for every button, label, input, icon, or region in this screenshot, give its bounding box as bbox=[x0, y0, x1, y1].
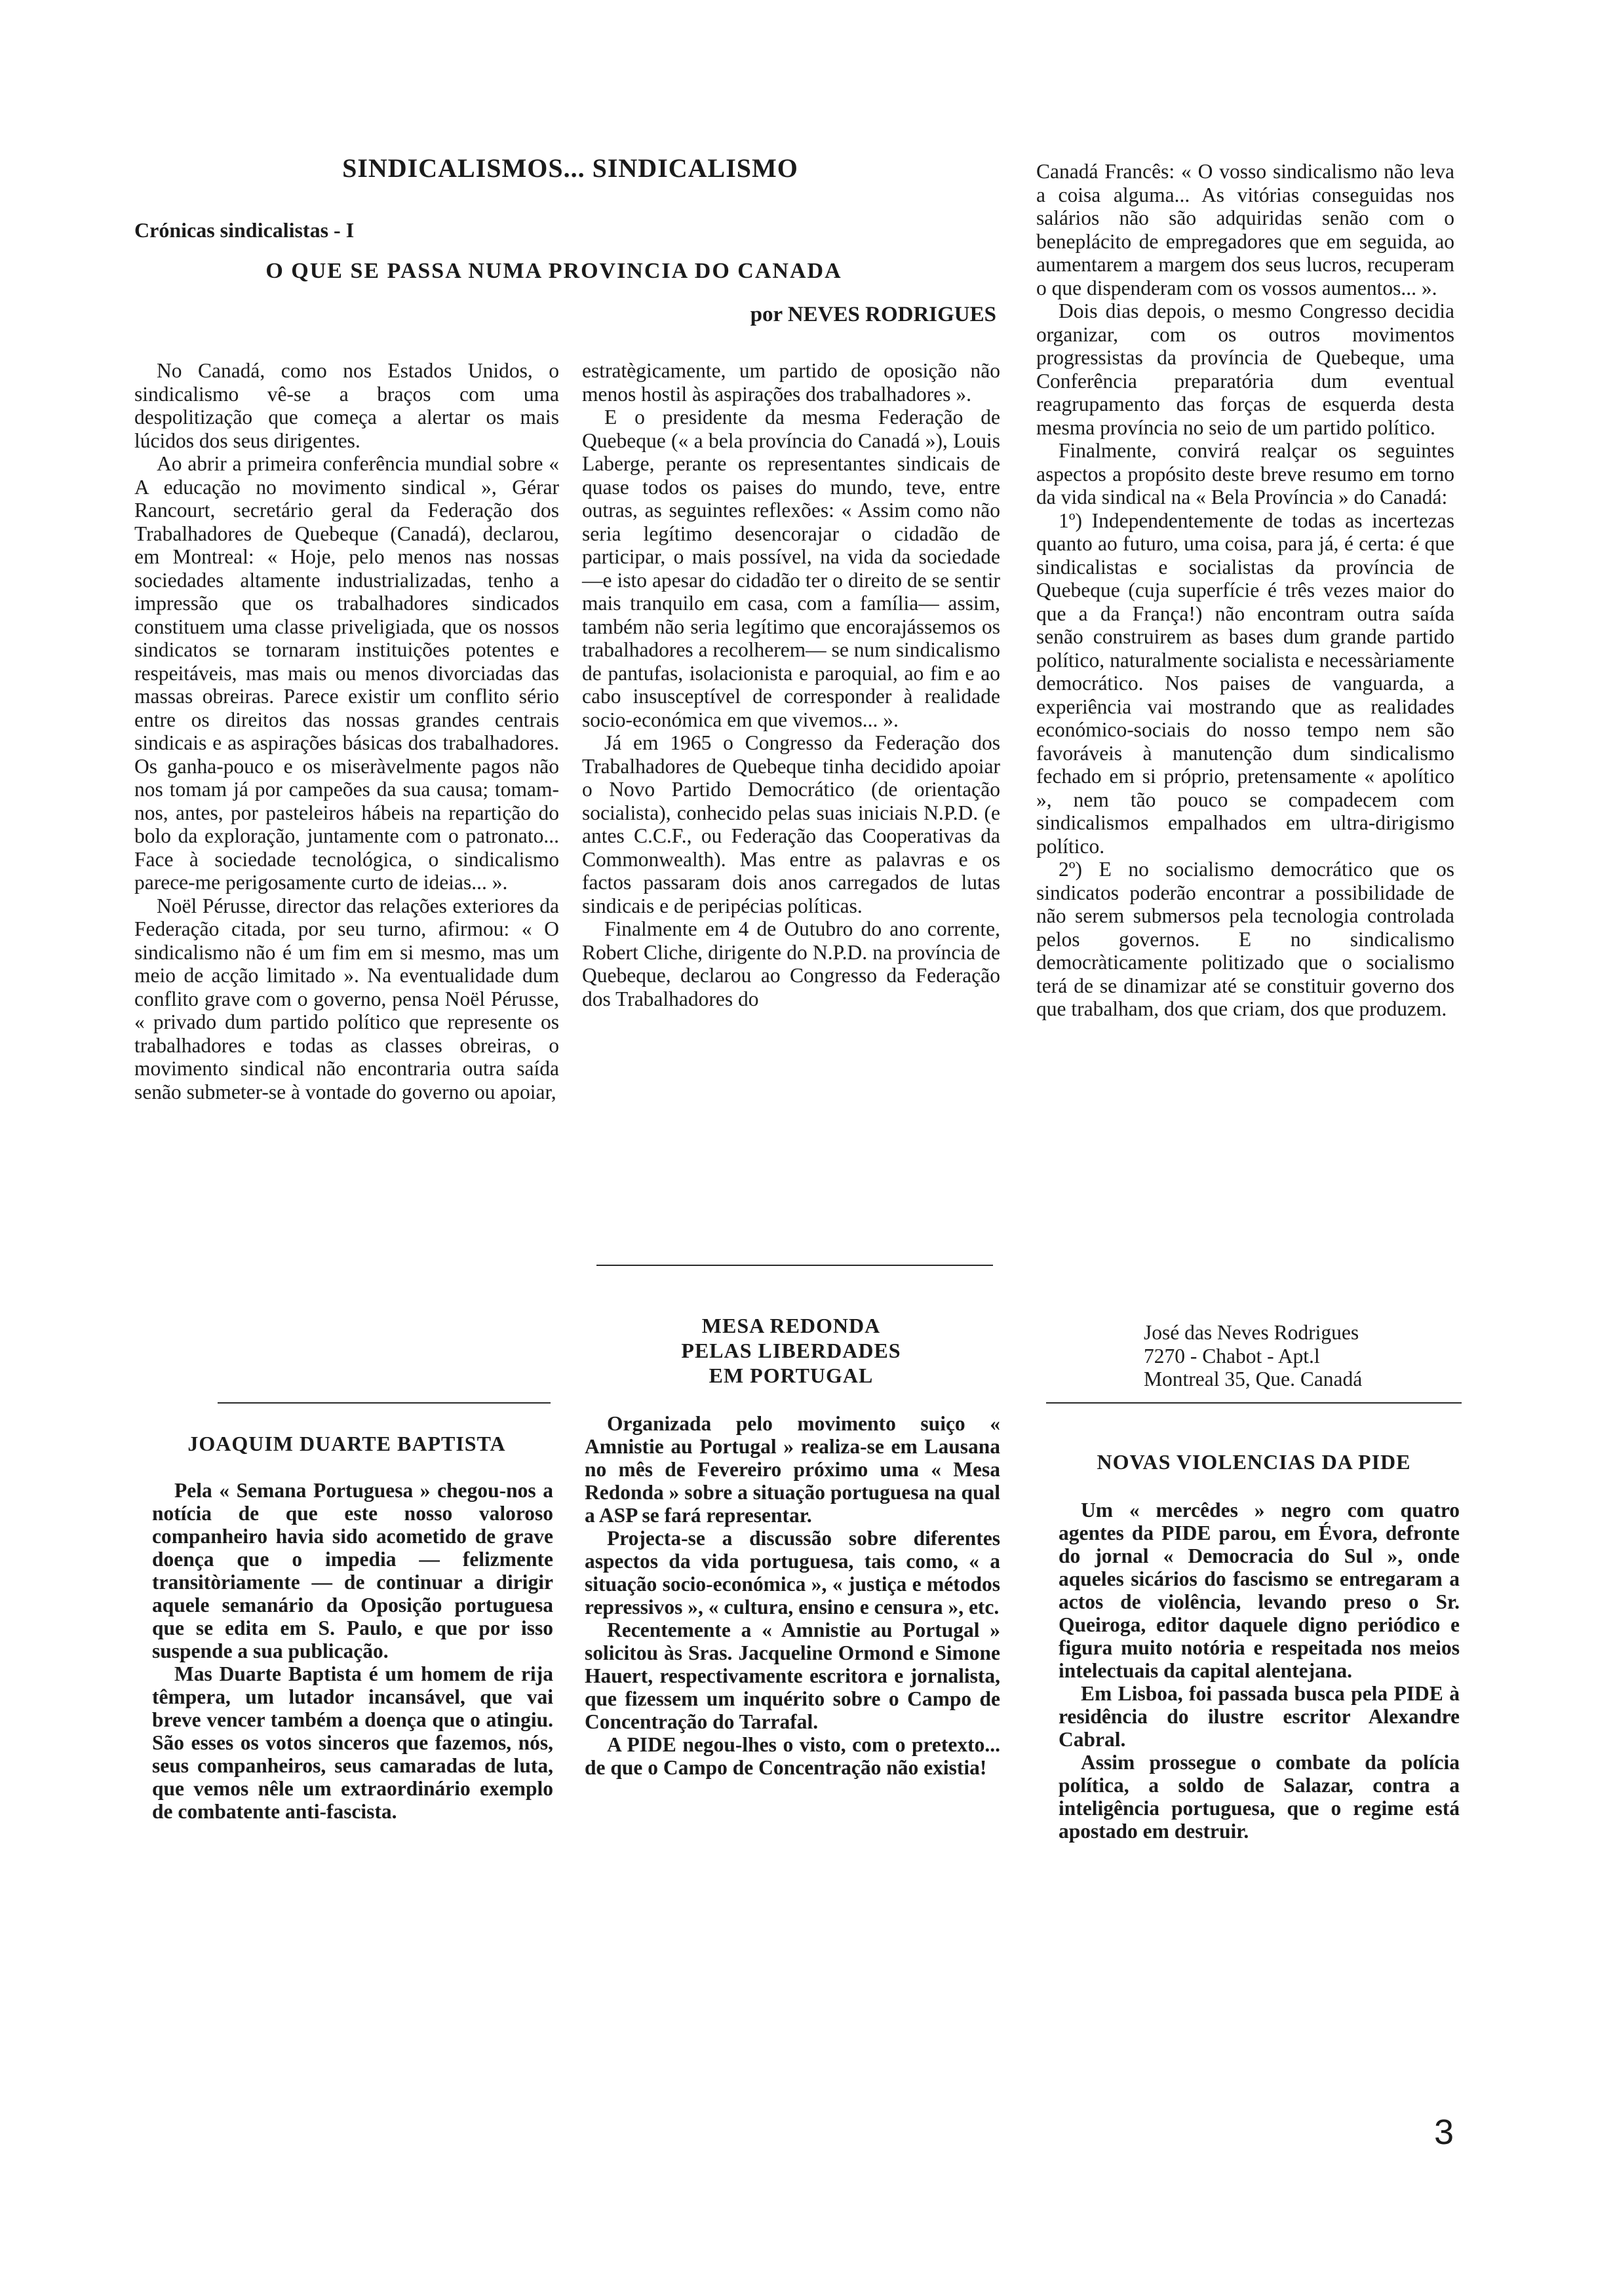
section-divider bbox=[218, 1402, 551, 1404]
box-paragraph: Pela « Semana Portuguesa » chegou-nos a notícia de que este nosso valoroso companheiro havia sido acometido de grave doença que o impedia — felizmente transitòriamente — de continuar a dirigir aquele semanário da Oposição portuguesa que se edita em S. Paulo, e que por isso suspende a sua publicação. bbox=[152, 1479, 553, 1662]
page-title: SINDICALISMOS... SINDICALISMO bbox=[342, 153, 798, 183]
article-paragraph: No Canadá, como nos Estados Unidos, o sindicalismo vê-se a braços com uma despolitização que começa a alertar os mais lúcidos dos seus dirigentes. bbox=[134, 359, 559, 452]
article-column-3 bbox=[1036, 160, 1454, 1021]
article-paragraph: Dois dias depois, o mesmo Congresso decidia organizar, com os outros movimentos progressistas da província de Quebeque, uma Conferência preparatória dum eventual reagrupamento das forças de esquerda desta mesma província no seio de um partido político. bbox=[1036, 299, 1454, 439]
article-paragraph: estratègicamente, um partido de oposição não menos hostil às aspirações dos trabalhadores ». bbox=[582, 359, 1000, 406]
box-paragraph: Assim prossegue o combate da polícia política, a soldo de Salazar, contra a inteligência portuguesa, que o regime está apostado em destruir. bbox=[1059, 1751, 1460, 1843]
box-paragraph: Em Lisboa, foi passada busca pela PIDE à residência do ilustre escritor Alexandre Cabral. bbox=[1059, 1682, 1460, 1751]
signature-address: 7270 - Chabot - Apt.l bbox=[1144, 1344, 1320, 1368]
article-column-2 bbox=[582, 359, 1000, 1010]
box-paragraph: Recentemente a « Amnistie au Portugal » solicitou às Sras. Jacqueline Ormond e Simone Hauert, respectivamente escritora e jornalista, que fizessem um inquérito sobre o Campo de Concentração do Tarrafal. bbox=[585, 1618, 1000, 1733]
box-title-line: EM PORTUGAL bbox=[709, 1364, 874, 1387]
box-title: NOVAS VIOLENCIAS DA PIDE bbox=[1097, 1450, 1411, 1474]
box-title-line: MESA REDONDA bbox=[701, 1314, 881, 1337]
article-paragraph: Finalmente, convirá realçar os seguintes aspectos a propósito deste breve resumo em torno da vida sindical na « Bela Província » do Canadá: bbox=[1036, 439, 1454, 508]
article-paragraph: Finalmente em 4 de Outubro do ano corrente, Robert Cliche, dirigente do N.P.D. na província de Quebeque, declarou ao Congresso da Federação dos Trabalhadores do bbox=[582, 917, 1000, 1010]
article-paragraph: Já em 1965 o Congresso da Federação dos Trabalhadores de Quebeque tinha decidido apoiar o Novo Partido Democrático (de orientação socialista), conhecido pelas suas iniciais N.P.D. (e antes C.C.F., ou Federação das Cooperativas da Commonwealth). Mas entre as palavras e os factos passaram dois anos carregados de lutas sindicais e de peripécias políticas. bbox=[582, 731, 1000, 917]
box-body bbox=[152, 1479, 553, 1823]
article-paragraph: 1º) Independentemente de todas as incertezas quanto ao futuro, uma coisa, para já, é certa: é que sindicalistas e socialistas da província de Quebeque (cuja superfície é três vezes maior do que a da França!) não encontram outra saída senão construirem as bases dum grande partido político, naturalmente socialista e necessàriamente democrático. Nos paises de vanguarda, a experiência vai mostrando que as realidades económico-sociais do nosso tempo nem são favoráveis à manutenção dum sindicalismo fechado em si próprio, pretensamente « apolítico », nem tão pouco se compadecem com sindicalismos empalhados em ultra-dirigismo político. bbox=[1036, 508, 1454, 858]
article-paragraph: 2º) E no socialismo democrático que os sindicatos poderão encontrar a possibilidade de não serem submersos pela tecnologia controlada pelos governos. E no sindicalismo democràticamente politizado que o socialismo terá de se dinamizar até se constituir governo dos que trabalham, dos que criam, dos que produzem. bbox=[1036, 858, 1454, 1020]
article-paragraph: Canadá Francês: « O vosso sindicalismo não leva a coisa alguma... As vitórias conseguidas nos salários não são adquiridas senão com o beneplácito de empregadores que em seguida, ao aumentarem a margem dos seus lucros, recuperam o que dispenderam com os vossos aumentos... ». bbox=[1036, 160, 1454, 299]
article-paragraph: E o presidente da mesma Federação de Quebeque (« a bela província do Canadá »), Louis Laberge, perante os representantes sindicais de quase todos os paises do mundo, teve, entre outras, as seguintes reflexões: « Assim como não seria legítimo desencorajar o cidadão de participar, o mais possível, na vida da sociedade —e isto apesar do cidadão ter o direito de se sentir mais tranquilo em casa, com a família— assim, também não seria legítimo que encorajássemos os trabalhadores a recolherem— se num sindicalismo de pantufas, isolacionista e paroquial, ao fim e ao cabo insusceptível de corresponder à realidade socio-económica em que vivemos... ». bbox=[582, 406, 1000, 731]
box-paragraph: Mas Duarte Baptista é um homem de rija têmpera, um lutador incansável, que vai breve vencer também a doença que o atingiu. São esses os votos sinceros que fazemos, nós, seus companheiros, seus camaradas de luta, que vemos nêle um extraordinário exemplo de combatente anti-fascista. bbox=[152, 1662, 553, 1823]
signature-name: José das Neves Rodrigues bbox=[1144, 1321, 1359, 1344]
author-signature bbox=[1144, 1321, 1362, 1391]
box-paragraph: A PIDE negou-lhes o visto, com o pretexto... de que o Campo de Concentração não existia! bbox=[585, 1733, 1000, 1779]
signature-city: Montreal 35, Que. Canadá bbox=[1144, 1368, 1363, 1390]
article-paragraph: Noël Pérusse, director das relações exteriores da Federação citada, por seu turno, afirmou: « O sindicalismo não é um fim em si mesmo, mas um meio de acção limitado ». Na eventualidade dum conflito grave com o governo, pensa Noël Pérusse, « privado dum partido político que represente os trabalhadores e todas as classes obreiras, o movimento sindical não encontraria outra saída senão submeter-se à vontade do governo ou apoiar, bbox=[134, 894, 559, 1103]
box-body bbox=[1059, 1499, 1460, 1843]
box-paragraph: Organizada pelo movimento suiço « Amnistie au Portugal » realiza-se em Lausana no mês de Fevereiro próximo uma « Mesa Redonda » sobre a situação portuguesa na qual a ASP se fará representar. bbox=[585, 1412, 1000, 1527]
section-kicker: Crónicas sindicalistas - I bbox=[134, 218, 355, 242]
box-title-line: PELAS LIBERDADES bbox=[681, 1339, 901, 1362]
section-divider bbox=[596, 1265, 993, 1266]
section-divider bbox=[1046, 1402, 1462, 1404]
box-title: JOAQUIM DUARTE BAPTISTA bbox=[187, 1432, 506, 1455]
page-number: 3 bbox=[1434, 2113, 1454, 2152]
box-paragraph: Um « mercêdes » negro com quatro agentes da PIDE parou, em Évora, defronte do jornal « Democracia do Sul », onde aqueles sicários do fascismo se entregaram a actos de violência, levando preso o Sr. Queiroga, editor daquele digno periódico e figura muito notória e respeitada nos meios intelectuais da capital alentejana. bbox=[1059, 1499, 1460, 1682]
article-column-1 bbox=[134, 359, 559, 1103]
article-headline: O QUE SE PASSA NUMA PROVINCIA DO CANADA bbox=[265, 259, 842, 283]
article-paragraph: Ao abrir a primeira conferência mundial sobre « A educação no movimento sindical », Gérar Rancourt, secretário geral da Federação dos Trabalhadores de Quebeque (Canadá), declarou, em Montreal: « Hoje, pelo menos nas nossas sociedades altamente industrializadas, tenho a impressão que os trabalhadores sindicados constituem uma classe priveligiada, que os nossos sindicatos se tornaram instituições potentes e respeitáveis, mas mais ou menos divorciadas das massas obreiras. Parece existir um conflito sério entre os direitos das nossas grandes centrais sindicais e as aspirações básicas dos trabalhadores. Os ganha-pouco e os miseràvelmente pagos não nos tomam já por campeões da sua causa; tomam-nos, antes, por pasteleiros hábeis na repartição do bolo da exploração, juntamente com o patronato... Face à sociedade tecnológica, o sindicalismo parece-me perigosamente curto de ideias... ». bbox=[134, 452, 559, 894]
box-paragraph: Projecta-se a discussão sobre diferentes aspectos da vida portuguesa, tais como, « a situação socio-económica », « justiça e métodos repressivos », « cultura, ensino e censura », etc. bbox=[585, 1527, 1000, 1618]
article-byline: por NEVES RODRIGUES bbox=[750, 303, 996, 326]
box-body bbox=[585, 1412, 1000, 1779]
box-title bbox=[582, 1313, 1000, 1388]
